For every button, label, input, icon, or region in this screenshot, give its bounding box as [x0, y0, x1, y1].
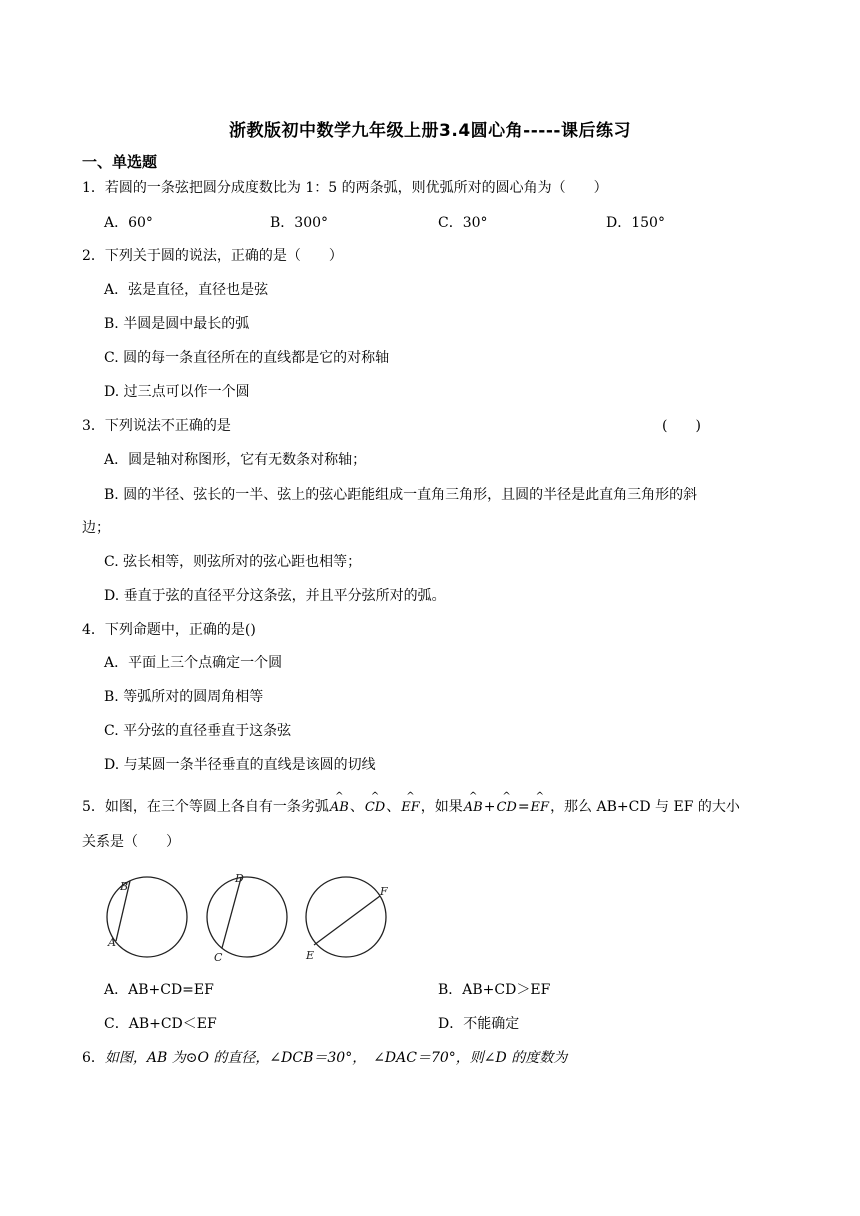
- circle-2: [207, 877, 287, 957]
- q4-option-a: A．平面上三个点确定一个圆: [104, 655, 283, 671]
- three-circles-figure: [100, 866, 400, 966]
- q3-option-d: D. 垂直于弦的直径平分这条弦，并且平分弦所对的弧。: [104, 588, 446, 604]
- q5-option-a: A．AB+CD=EF: [104, 982, 214, 998]
- arc-ef: ^ EF: [401, 791, 420, 815]
- q5-text-part3: ，那么 AB+CD 与 EF 的大小: [550, 799, 740, 815]
- q1-option-c: C．30°: [438, 215, 488, 231]
- q3-option-b-continued: 边；: [82, 520, 110, 536]
- question-4: 4．下列命题中，正确的是(): [82, 622, 256, 638]
- chord-cd: [222, 878, 241, 948]
- q5-text-part2: ，如果: [420, 799, 463, 815]
- q5-option-c: C．AB+CD＜EF: [104, 1016, 217, 1032]
- arc-ef-eq: ^ EF: [530, 791, 550, 815]
- point-c: C: [214, 951, 223, 964]
- q4-option-c: C. 平分弦的直径垂直于这条弦: [104, 723, 292, 739]
- q1-option-d: D．150°: [606, 215, 665, 231]
- q3-option-c: C. 弦长相等，则弦所对的弦心距也相等；: [104, 554, 362, 570]
- q1-option-a: A．60°: [104, 215, 153, 231]
- question-3: 3．下列说法不正确的是: [82, 418, 231, 434]
- arc-cd-eq: ^ CD: [496, 791, 517, 815]
- point-e: E: [306, 949, 315, 962]
- arc-cd: ^ CD: [364, 791, 386, 815]
- q2-option-d: D. 过三点可以作一个圆: [104, 384, 250, 400]
- arc-ab-eq: ^ AB: [463, 791, 483, 815]
- q5-text-part1: 5．如图，在三个等圆上各自有一条劣弧: [82, 799, 329, 815]
- chord-ef: [314, 896, 380, 945]
- question-1: 1．若圆的一条弦把圆分成度数比为 1：5 的两条弧，则优弧所对的圆心角为（ ）: [82, 180, 608, 196]
- point-d: D: [235, 872, 244, 885]
- q6-text: 如图，AB 为⊙O 的直径，∠DCB＝30°， ∠DAC＝70°，则∠D 的度数为: [104, 1050, 568, 1066]
- q3-option-b: B. 圆的半径、弦长的一半、弦上的弦心距能组成一直角三角形，且圆的半径是此直角三角形的斜: [104, 487, 698, 503]
- arc-ab: ^ AB: [329, 791, 349, 815]
- q4-option-b: B. 等弧所对的圆周角相等: [104, 689, 264, 705]
- q2-option-a: A．弦是直径，直径也是弦: [104, 282, 269, 298]
- question-5-continued: 关系是（ ）: [82, 834, 180, 850]
- q2-option-c: C. 圆的每一条直径所在的直线都是它的对称轴: [104, 350, 390, 366]
- q5-option-d: D．不能确定: [438, 1016, 520, 1032]
- question-5: 5．如图，在三个等圆上各自有一条劣弧 ^ AB、 ^ CD、 ^ EF，如果 ^ AB+ ^ CD= ^ EF，那么 AB+CD 与 EF 的大小: [82, 797, 740, 818]
- page-title: 浙教版初中数学九年级上册3.4圆心角-----课后练习: [229, 121, 631, 141]
- q3-answer-parens: ( ): [662, 418, 701, 434]
- question-6: [82, 1048, 567, 1068]
- section-heading: 一、单选题: [82, 153, 158, 171]
- circle-1: [107, 877, 187, 957]
- circle-3: [306, 877, 386, 957]
- q6-number: 6．: [82, 1050, 105, 1066]
- q5-option-b: B．AB+CD＞EF: [438, 982, 551, 998]
- q2-option-b: B. 半圆是圆中最长的弧: [104, 316, 250, 332]
- point-a: A: [108, 936, 116, 949]
- q3-option-a: A．圆是轴对称图形，它有无数条对称轴；: [104, 452, 367, 468]
- question-2: 2．下列关于圆的说法，正确的是（ ）: [82, 248, 343, 264]
- point-b: B: [120, 880, 129, 893]
- point-f: F: [380, 885, 388, 898]
- q4-option-d: D. 与某圆一条半径垂直的直线是该圆的切线: [104, 757, 376, 773]
- q1-option-b: B．300°: [270, 215, 329, 231]
